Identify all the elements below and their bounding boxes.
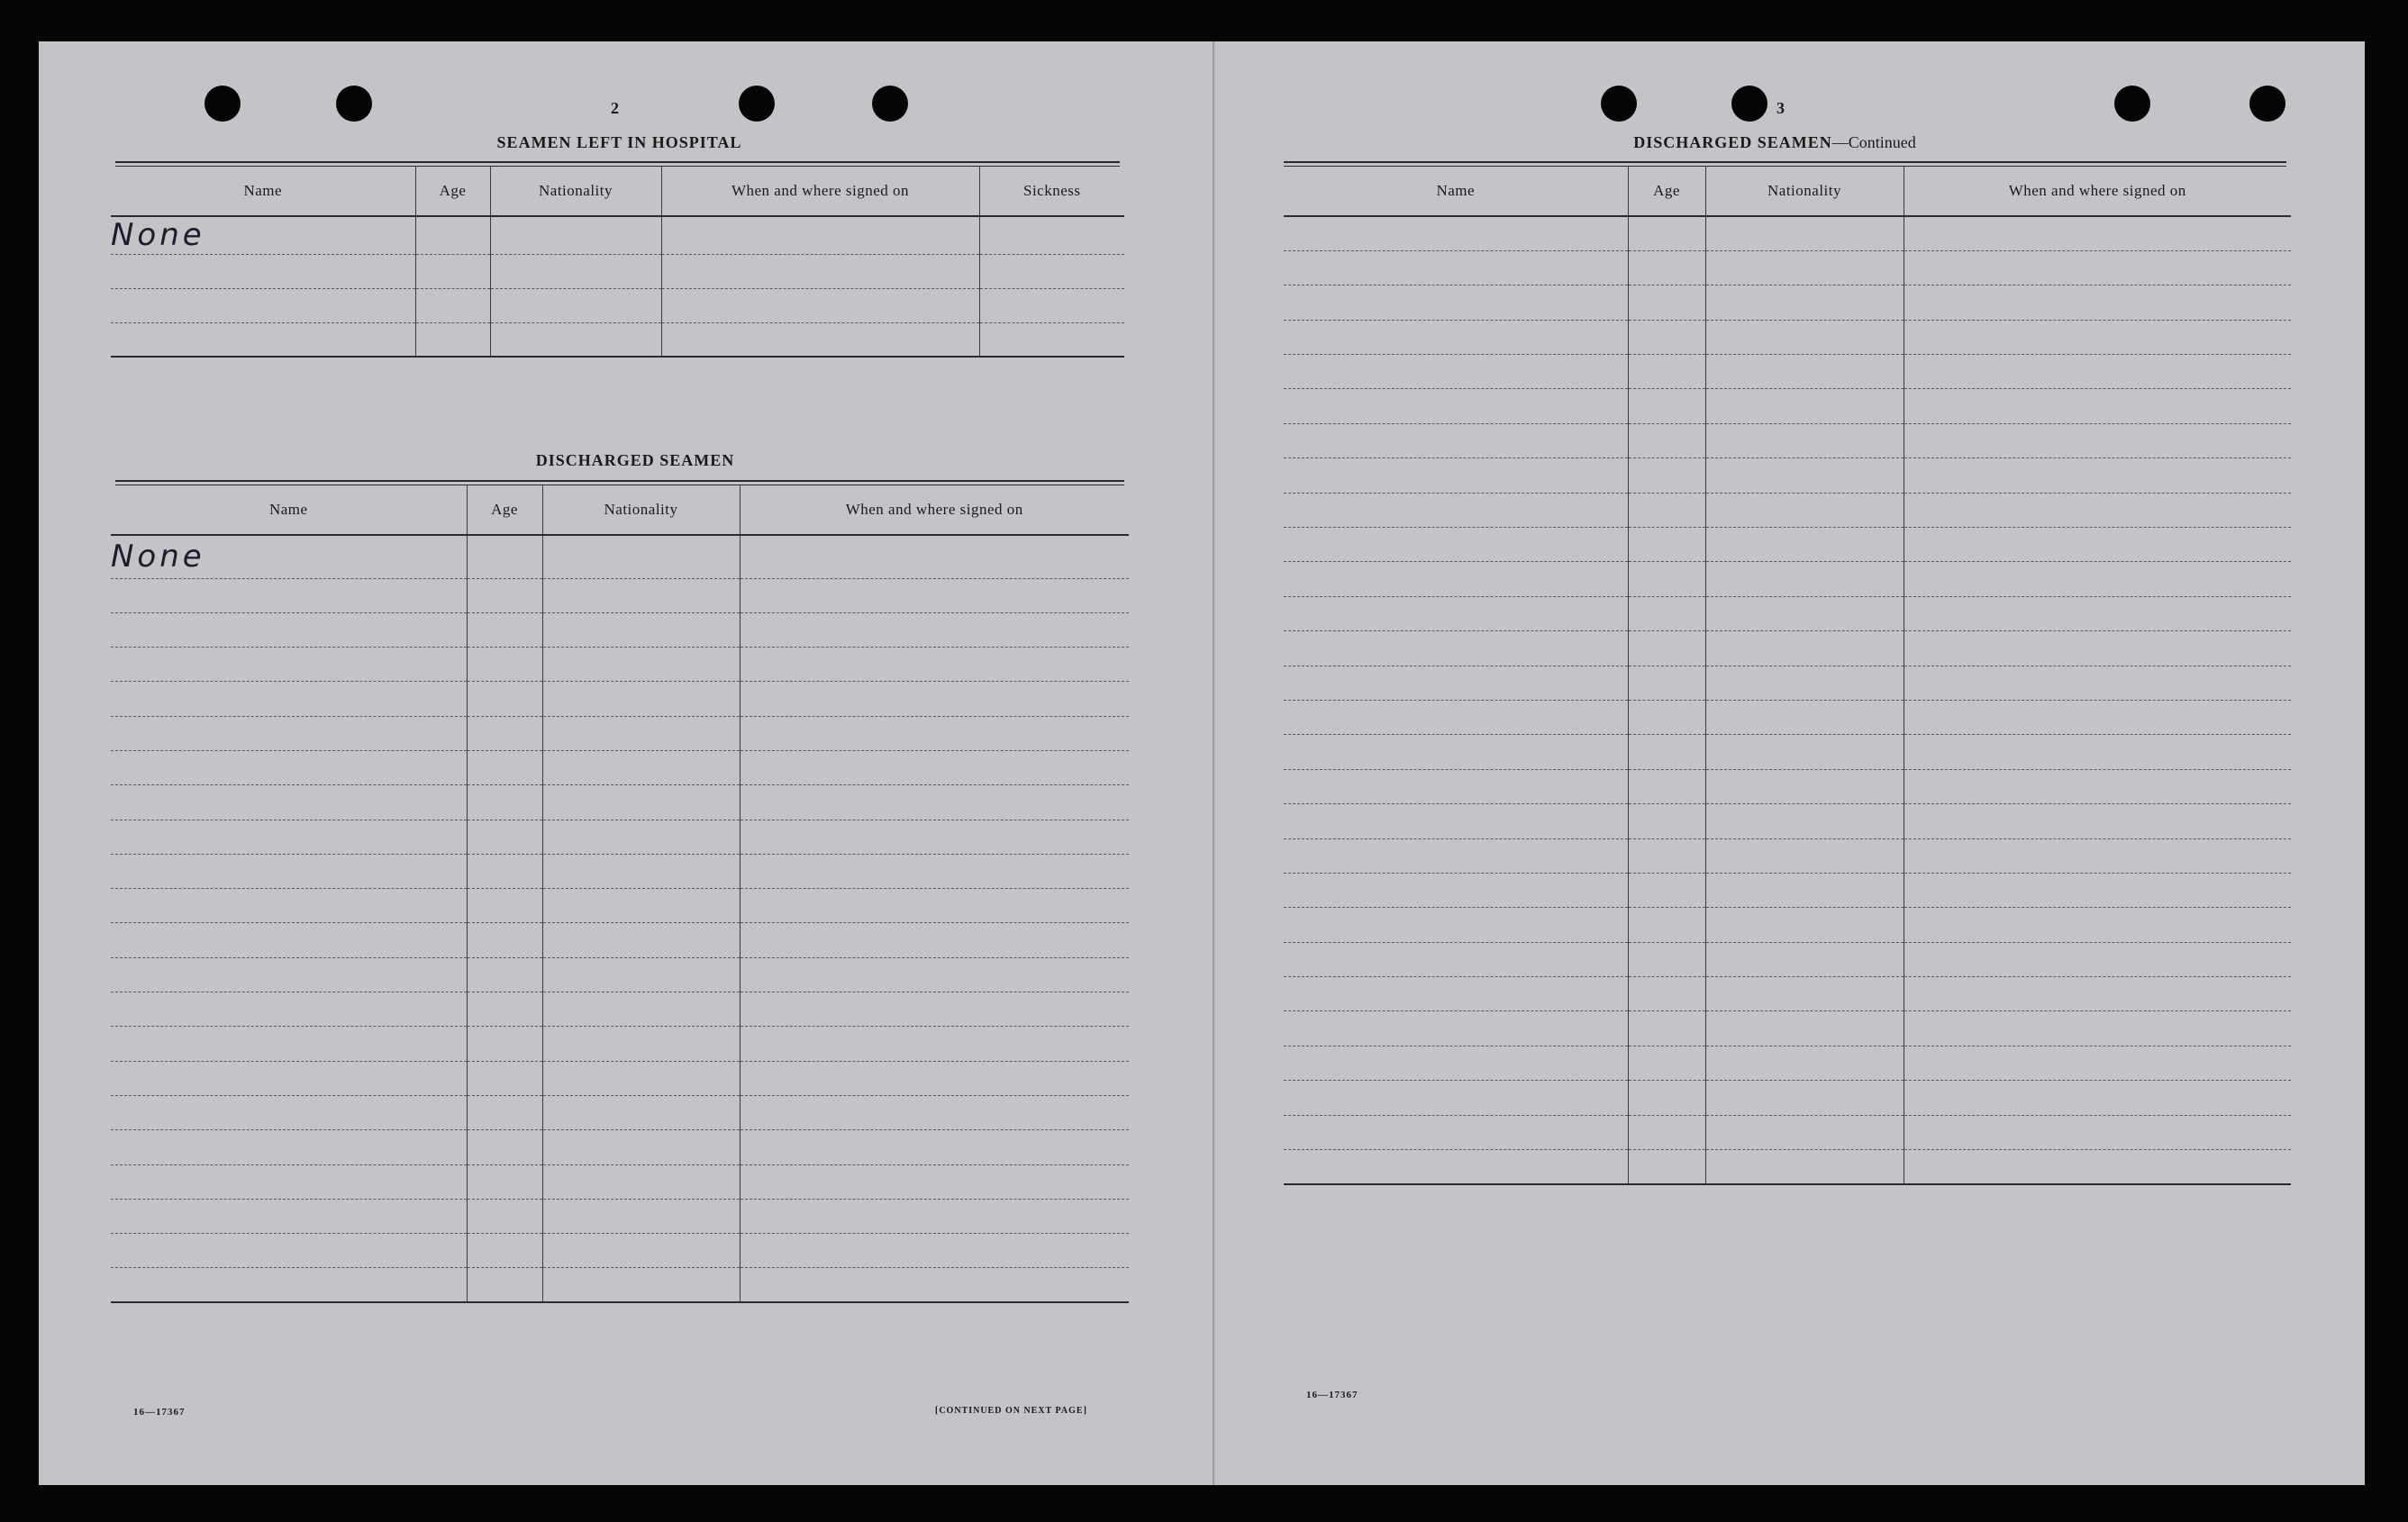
form-code: 16—17367 [1306,1390,1358,1400]
table-row [111,1234,1129,1268]
table-row [111,535,1129,578]
table-row [1284,250,2291,285]
title-suffix: —Continued [1831,133,1916,151]
column-header-signed-on: When and where signed on [1904,167,2291,216]
table-row [1284,528,2291,562]
table-row [1284,423,2291,458]
hospital-table [111,167,1124,358]
column-header-signed-on: When and where signed on [740,485,1129,535]
table-row [111,716,1129,750]
punch-hole [204,86,241,122]
table-row [111,1061,1129,1095]
column-header-sickness: Sickness [979,167,1124,216]
table-row [111,854,1129,888]
table-row [111,1095,1129,1129]
table-row [1284,1046,2291,1080]
column-header-nationality: Nationality [490,167,661,216]
table-row [1284,389,2291,423]
table-row [111,612,1129,647]
punch-hole [336,86,372,122]
table-row [1284,285,2291,320]
table-row [111,1268,1129,1302]
column-header-name: Name [111,167,415,216]
title-main: DISCHARGED SEAMEN [1633,133,1832,151]
continued-note: [CONTINUED ON NEXT PAGE] [935,1406,1087,1416]
column-header-age: Age [415,167,490,216]
table-row [1284,1150,2291,1184]
column-header-age: Age [1628,167,1705,216]
table-row [111,750,1129,784]
table-row [111,1199,1129,1233]
column-header-signed-on: When and where signed on [661,167,979,216]
table-row [1284,1011,2291,1046]
hospital-section-title: SEAMEN LEFT IN HOSPITAL [496,133,742,151]
discharged-section-title: DISCHARGED SEAMEN [535,451,735,469]
table-row [1284,769,2291,803]
handwritten-entry: None [111,535,467,578]
table-row [111,820,1129,854]
table-row [111,254,1124,288]
punch-hole [2249,86,2285,122]
table-row [1284,458,2291,493]
table-row [111,1164,1129,1199]
punch-hole [1731,86,1767,122]
column-header-name: Name [111,485,467,535]
table-row [1284,873,2291,907]
table-row [111,957,1129,992]
table-row [1284,908,2291,942]
punch-hole [872,86,908,122]
table-row [1284,942,2291,976]
table-row [111,648,1129,682]
page-fold [1213,41,1214,1485]
table-row [1284,493,2291,527]
page-number: 2 [611,99,619,117]
table-row [1284,216,2291,250]
table-row [111,1130,1129,1164]
table-row [1284,838,2291,873]
table-row [1284,1081,2291,1115]
discharged-continued-table [1284,167,2291,1185]
table-row [111,288,1124,322]
table-row [111,923,1129,957]
table-row [1284,666,2291,700]
punch-hole [1601,86,1637,122]
table-row [111,322,1124,357]
table-row [1284,1115,2291,1149]
table-row [1284,596,2291,630]
punch-hole [739,86,775,122]
column-header-nationality: Nationality [1705,167,1904,216]
table-row [111,992,1129,1027]
table-row [1284,977,2291,1011]
discharged-continued-title [1604,133,1946,152]
table-row [1284,735,2291,769]
column-header-nationality: Nationality [542,485,740,535]
form-code: 16—17367 [133,1407,186,1418]
punch-hole [2114,86,2150,122]
table-row [1284,631,2291,666]
table-row [1284,562,2291,596]
table-row [111,578,1129,612]
column-header-name: Name [1284,167,1628,216]
table-row [111,682,1129,716]
table-row [111,1027,1129,1061]
table-row [111,216,1124,254]
table-row [1284,355,2291,389]
table-row [111,785,1129,820]
table-row [111,889,1129,923]
table-row [1284,700,2291,734]
handwritten-entry: None [111,216,415,254]
page-number: 3 [1776,99,1785,117]
table-row [1284,320,2291,354]
table-row [1284,804,2291,838]
discharged-table [111,485,1129,1303]
column-header-age: Age [467,485,542,535]
